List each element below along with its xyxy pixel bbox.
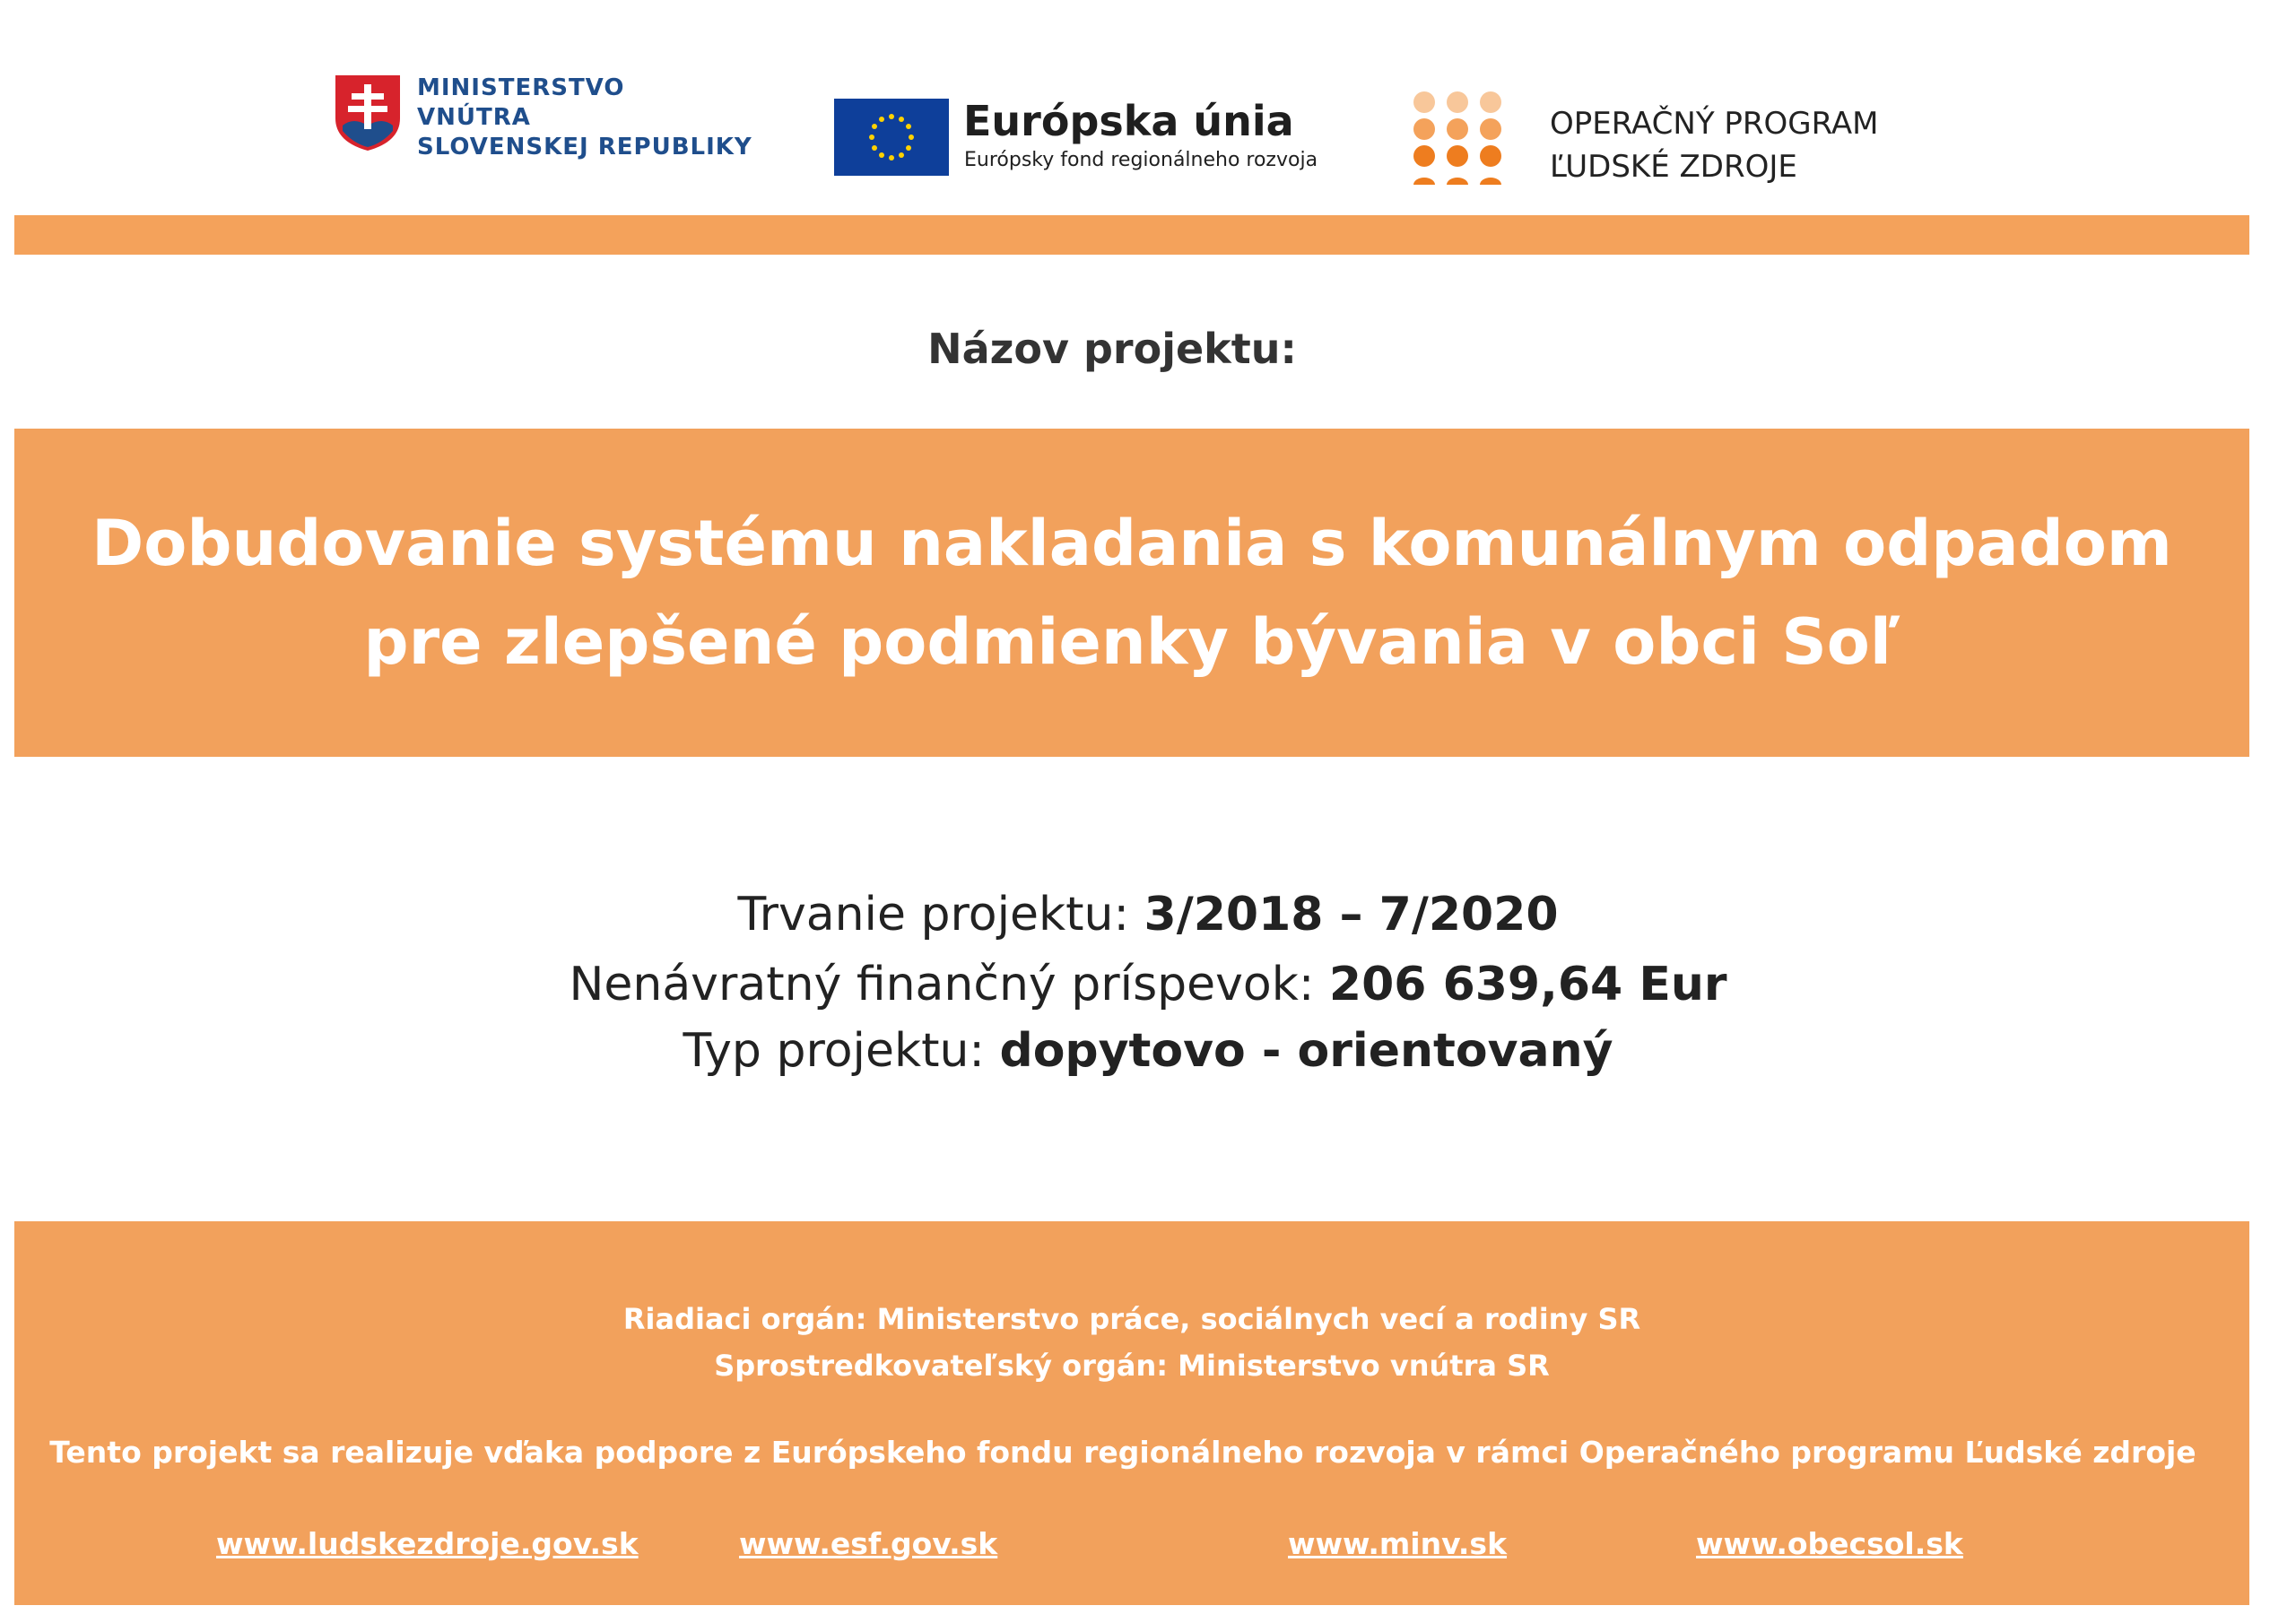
- op-title-line-1: OPERAČNÝ PROGRAM: [1550, 106, 1879, 142]
- link-esf[interactable]: www.esf.gov.sk: [739, 1526, 998, 1561]
- grant-value: 206 639,64 Eur: [1328, 958, 1727, 1011]
- ministry-name-line-1: MINISTERSTVO: [417, 74, 625, 101]
- duration-value: 3/2018 – 7/2020: [1144, 888, 1559, 942]
- duration-label: Trvanie projektu:: [737, 888, 1129, 942]
- link-ludskezdroje[interactable]: www.ludskezdroje.gov.sk: [216, 1526, 639, 1561]
- footer-box: [14, 1221, 2249, 1605]
- project-title-box: [14, 429, 2249, 757]
- project-title: Dobudovanie systému nakladania s komunálnym odpadom pre zlepšené podmienky bývania v obci Soľ: [91, 507, 2172, 679]
- header-divider: [14, 215, 2249, 255]
- eu-flag-icon: [834, 99, 949, 176]
- type-value: dopytovo - orientovaný: [999, 1024, 1613, 1078]
- project-type: [0, 1024, 2296, 1078]
- link-obecsol[interactable]: www.obecsol.sk: [1696, 1526, 1963, 1561]
- funding-statement: Tento projekt sa realizuje vďaka podpore z Európskeho fondu regionálneho rozvoja v rámci Operačného programu Ľudské zdroje: [49, 1435, 2196, 1470]
- ministry-name: [417, 74, 752, 162]
- type-label: Typ projektu:: [683, 1024, 985, 1078]
- slovak-coat-of-arms-icon: [332, 72, 404, 154]
- ministry-name-line-2: VNÚTRA: [417, 104, 531, 131]
- intermediate-authority: Sprostredkovateľský orgán: Ministerstvo vnútra SR: [714, 1349, 1550, 1383]
- project-grant: [0, 958, 2296, 1011]
- managing-authority: Riadiaci orgán: Ministerstvo práce, sociálnych vecí a rodiny SR: [622, 1302, 1641, 1336]
- ministry-name-line-3: SLOVENSKEJ REPUBLIKY: [417, 134, 752, 161]
- op-title: [1550, 102, 1878, 188]
- link-minv[interactable]: www.minv.sk: [1288, 1526, 1508, 1561]
- project-name-label: Názov projektu:: [927, 325, 1297, 373]
- eu-title: Európska únia: [963, 97, 1294, 145]
- op-dots-icon: [1408, 90, 1507, 188]
- grant-label: Nenávratný finančný príspevok:: [569, 958, 1315, 1011]
- op-title-line-2: ĽUDSKÉ ZDROJE: [1550, 149, 1797, 185]
- eu-subtitle: Európsky fond regionálneho rozvoja: [964, 149, 1318, 171]
- project-duration: [0, 888, 2296, 942]
